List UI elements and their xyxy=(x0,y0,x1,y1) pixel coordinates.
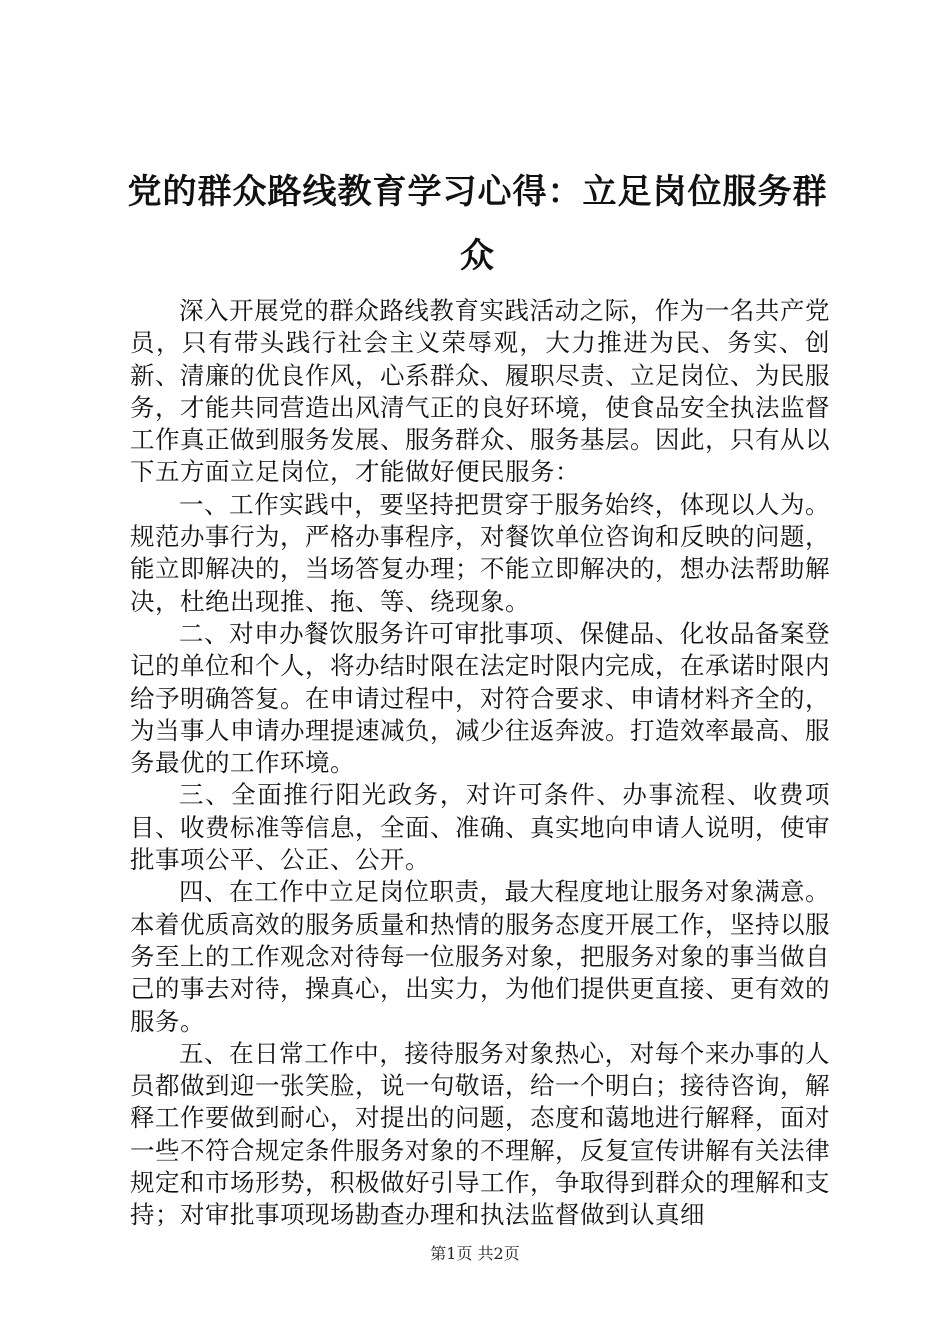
paragraph-point-4: 四、在工作中立足岗位职责，最大程度地让服务对象满意。本着优质高效的服务质量和热情的服务态度开展工作，坚持以服务至上的工作观念对待每一位服务对象，把服务对象的事当做自己的事去对待，操真心，出实力，为他们提供更直接、更有效的服务。 xyxy=(130,877,830,1036)
paragraph-intro: 深入开展党的群众路线教育实践活动之际，作为一名共产党员，只有带头践行社会主义荣辱观，大力推进为民、务实、创新、清廉的优良作风，心系群众、履职尽责、立足岗位、为民服务，才能共同营造出风清气正的良好环境，使食品安全执法监督工作真正做到服务发展、服务群众、服务基层。因此，只有从以下五方面立足岗位，才能做好便民服务： xyxy=(130,296,830,487)
paragraph-point-3: 三、全面推行阳光政务，对许可条件、办事流程、收费项目、收费标准等信息，全面、准确、真实地向申请人说明，使审批事项公平、公正、公开。 xyxy=(130,780,830,875)
page-number-footer: 第1页 共2页 xyxy=(430,1244,520,1263)
document-title: 党的群众路线教育学习心得：立足岗位服务群众 xyxy=(127,172,828,276)
paragraph-point-2: 二、对申办餐饮服务许可审批事项、保健品、化妆品备案登记的单位和个人，将办结时限在法定时限内完成，在承诺时限内给予明确答复。在申请过程中，对符合要求、申请材料齐全的，为当事人申请办理提速减负，减少往返奔波。打造效率最高、服务最优的工作环境。 xyxy=(130,618,830,778)
paragraph-point-5: 五、在日常工作中，接待服务对象热心，对每个来办事的人员都做到迎一张笑脸，说一句敬语，给一个明白；接待咨询，解释工作要做到耐心，对提出的问题，态度和蔼地进行解释，面对一些不符合规定条件服务对象的不理解，反复宣传讲解有关法律规定和市场形势，积极做好引导工作，争取得到群众的理解和支持；对审批事项现场勘查办理和执法监督做到认真细 xyxy=(130,1038,830,1230)
document-body xyxy=(130,295,830,1232)
paragraph-point-1: 一、工作实践中，要坚持把贯穿于服务始终，体现以人为。规范办事行为，严格办事程序，对餐饮单位咨询和反映的问题，能立即解决的，当场答复办理；不能立即解决的，想办法帮助解决，杜绝出现推、拖、等、绕现象。 xyxy=(130,489,830,616)
